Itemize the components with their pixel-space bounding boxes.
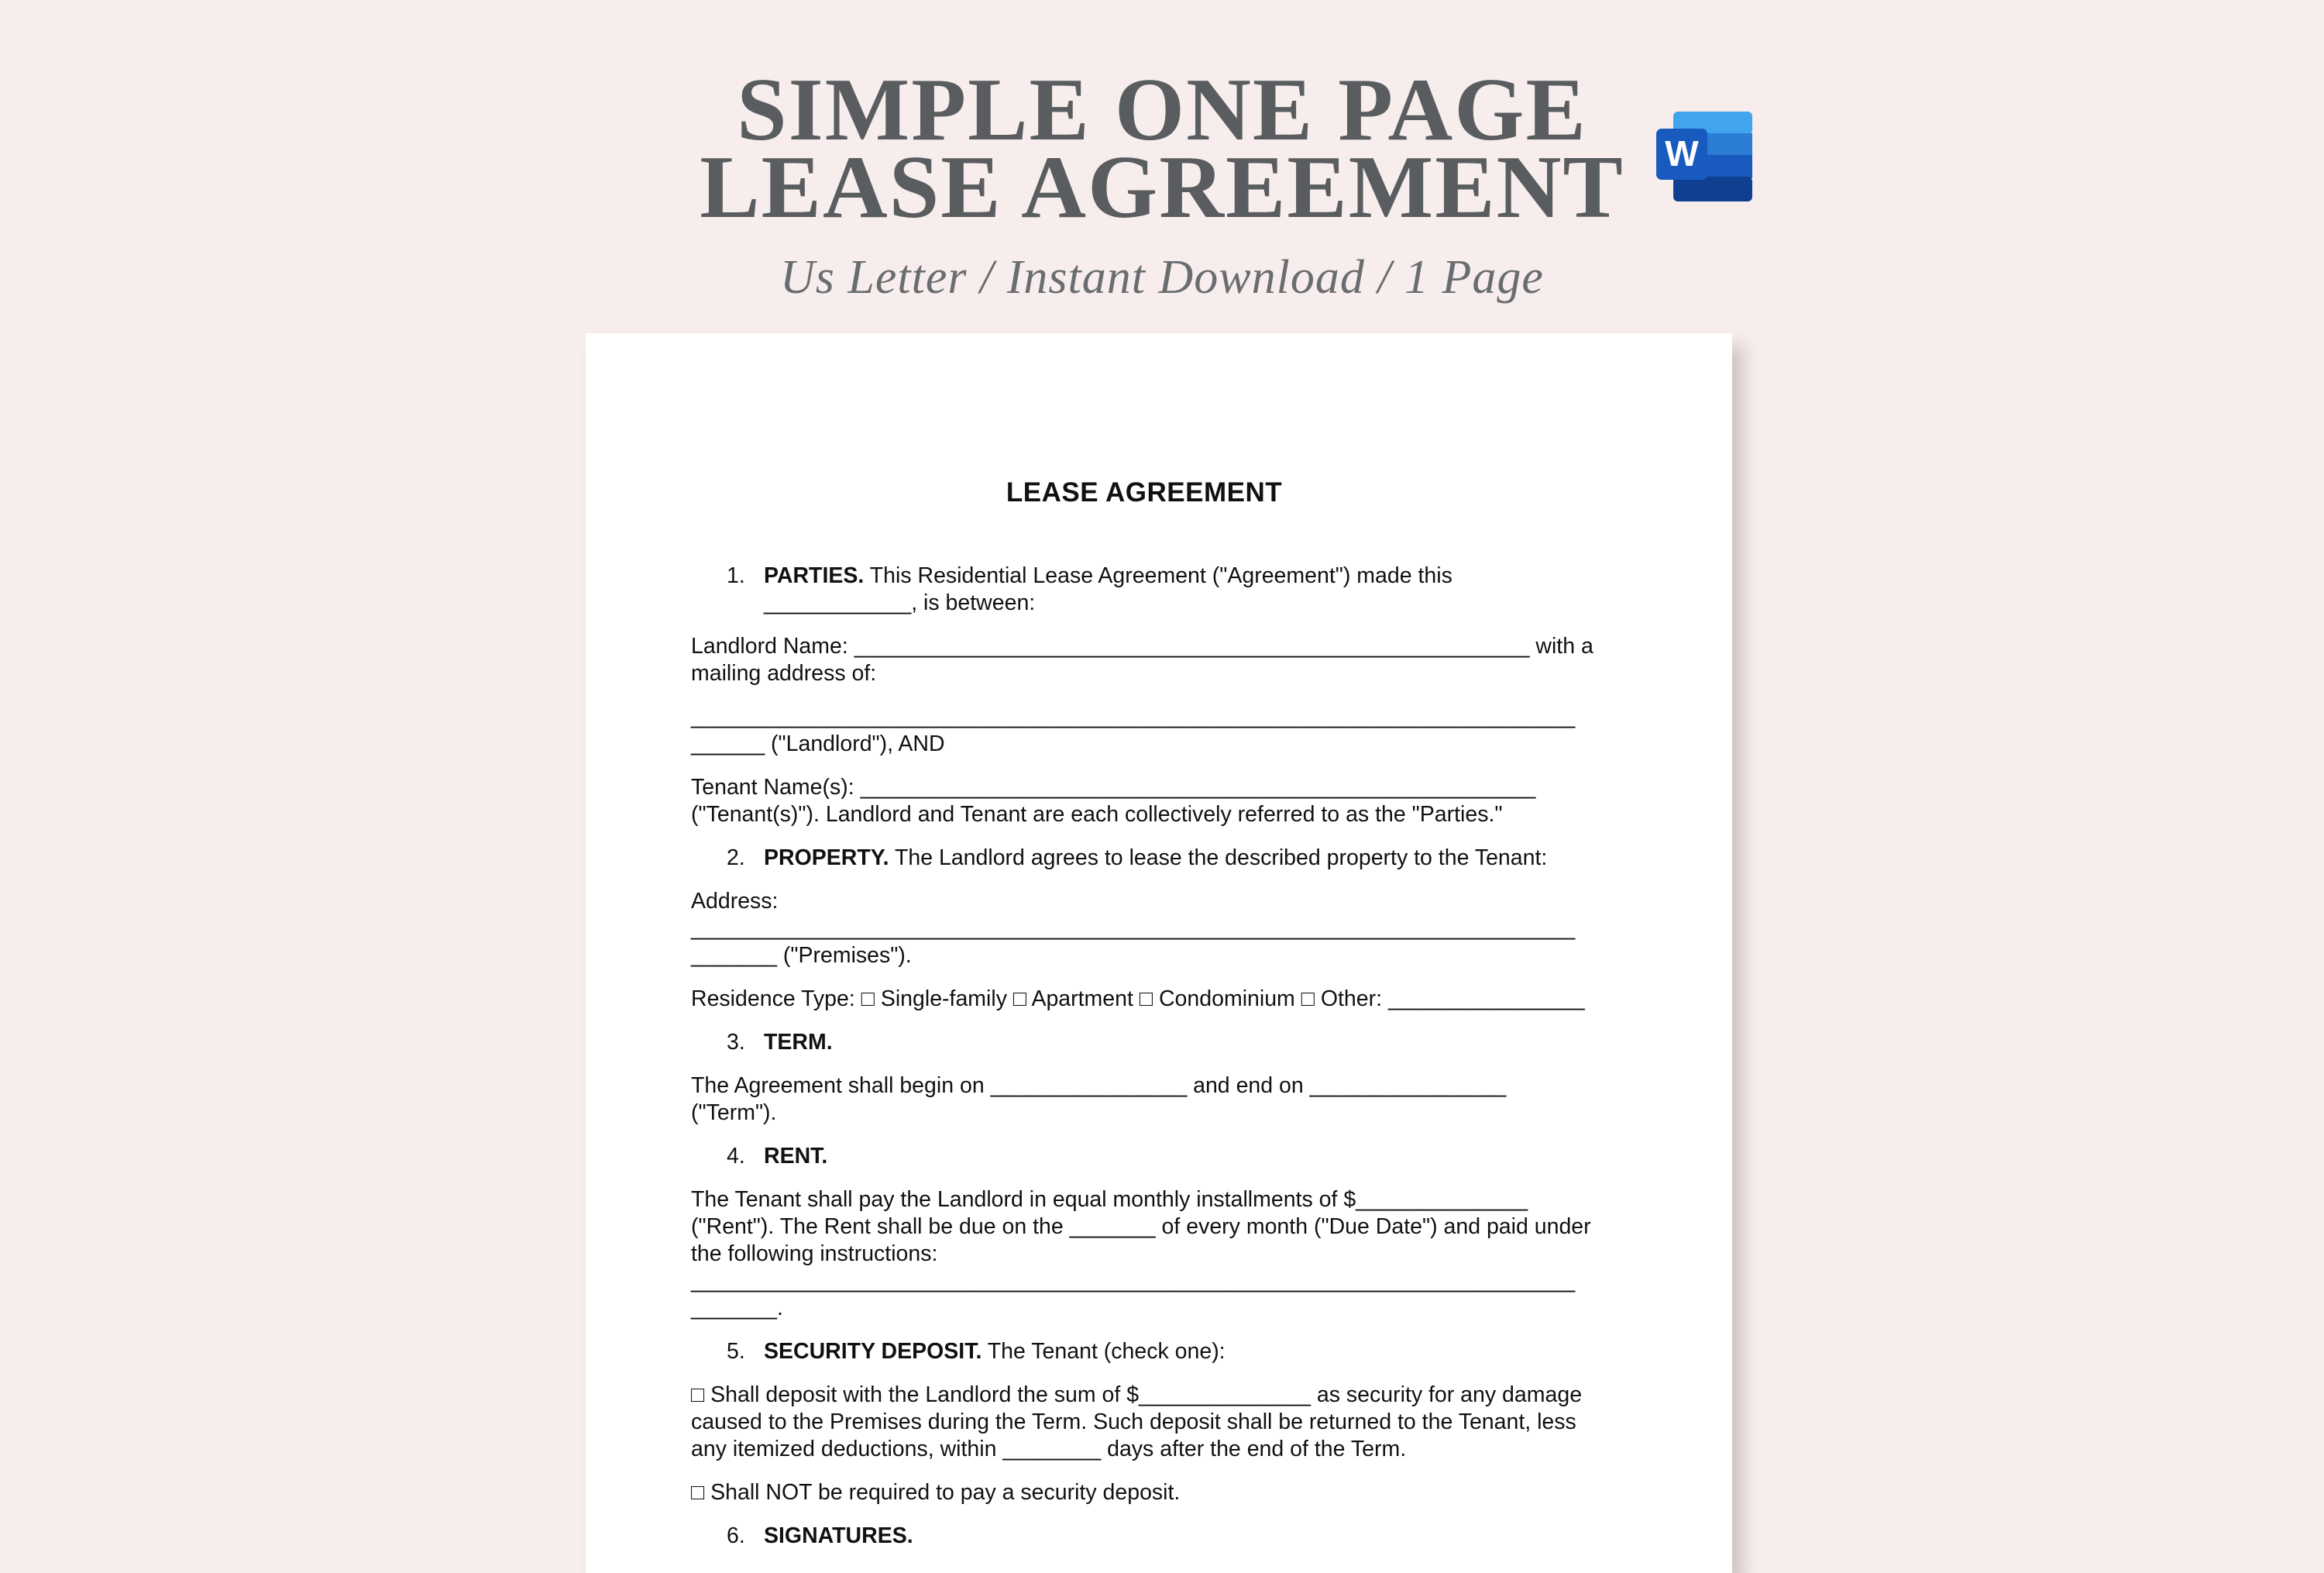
- landlord-address-line: ________________________________________________________________________ ______ ("Landlord"), AND: [691, 704, 1576, 756]
- hero-title-line-2: LEASE AGREEMENT: [700, 138, 1624, 237]
- hero-title: [0, 60, 2324, 237]
- section-heading: PROPERTY.: [764, 845, 889, 870]
- section-number: 5.: [727, 1339, 745, 1364]
- section-number: 2.: [727, 845, 745, 870]
- section-number: 3.: [727, 1030, 745, 1055]
- section-heading: SIGNATURES.: [764, 1523, 913, 1548]
- section-property: [691, 845, 1597, 872]
- section-text: The Tenant (check one):: [982, 1339, 1226, 1364]
- landlord-name-line: Landlord Name: _______________________________________________________ with a mailing address of:: [691, 634, 1593, 686]
- section-heading: TERM.: [764, 1030, 833, 1055]
- section-term: [691, 1029, 1597, 1056]
- section-text: This Residential Lease Agreement ("Agreement") made this ____________, is between:: [764, 563, 1452, 615]
- section-number: 1.: [727, 563, 745, 588]
- section-text: The Landlord agrees to lease the described property to the Tenant:: [889, 845, 1548, 870]
- section-rent: [691, 1143, 1597, 1170]
- section-security-deposit: [691, 1338, 1597, 1365]
- address-line: Address: ________________________________________________________________________ _______ ("Premises").: [691, 889, 1576, 968]
- residence-type-line: Residence Type: □ Single-family □ Apartment □ Condominium □ Other: ________________: [691, 986, 1585, 1011]
- term-text: The Agreement shall begin on ________________ and end on ________________ ("Term").: [691, 1073, 1507, 1125]
- section-heading: PARTIES.: [764, 563, 865, 588]
- document-title: LEASE AGREEMENT: [1006, 477, 1283, 508]
- deposit-option-1: □ Shall deposit with the Landlord the sum of $______________ as security for any damage caused to the Premises during the Term. Such deposit shall be returned to the Tenant, less any itemized deductions, within ________ days after the end of the Term.: [691, 1382, 1583, 1461]
- rent-text: The Tenant shall pay the Landlord in equal monthly installments of $______________ ("Rent"). The Rent shall be due on the _______ of every month ("Due Date") and paid under the following instructions: ________________________________________________________________________ _______.: [691, 1187, 1591, 1320]
- section-parties: [691, 563, 1597, 617]
- section-number: 4.: [727, 1144, 745, 1169]
- word-icon: [1656, 112, 1752, 201]
- hero-title-line-1: SIMPLE ONE PAGE: [737, 60, 1587, 160]
- section-heading: SECURITY DEPOSIT.: [764, 1339, 982, 1364]
- word-icon-letter: W: [1665, 133, 1699, 174]
- document-page: [586, 333, 1732, 1573]
- tenant-name-line: Tenant Name(s): _______________________________________________________ ("Tenant(s)"). Landlord and Tenant are each collectively referred to as the "Parties.": [691, 775, 1536, 827]
- deposit-option-2: □ Shall NOT be required to pay a security deposit.: [691, 1480, 1181, 1505]
- section-heading: RENT.: [764, 1144, 828, 1169]
- document-body: [691, 477, 1597, 1566]
- hero-subtitle: Us Letter / Instant Download / 1 Page: [780, 251, 1544, 304]
- section-number: 6.: [727, 1523, 745, 1548]
- section-signatures: [691, 1523, 1597, 1550]
